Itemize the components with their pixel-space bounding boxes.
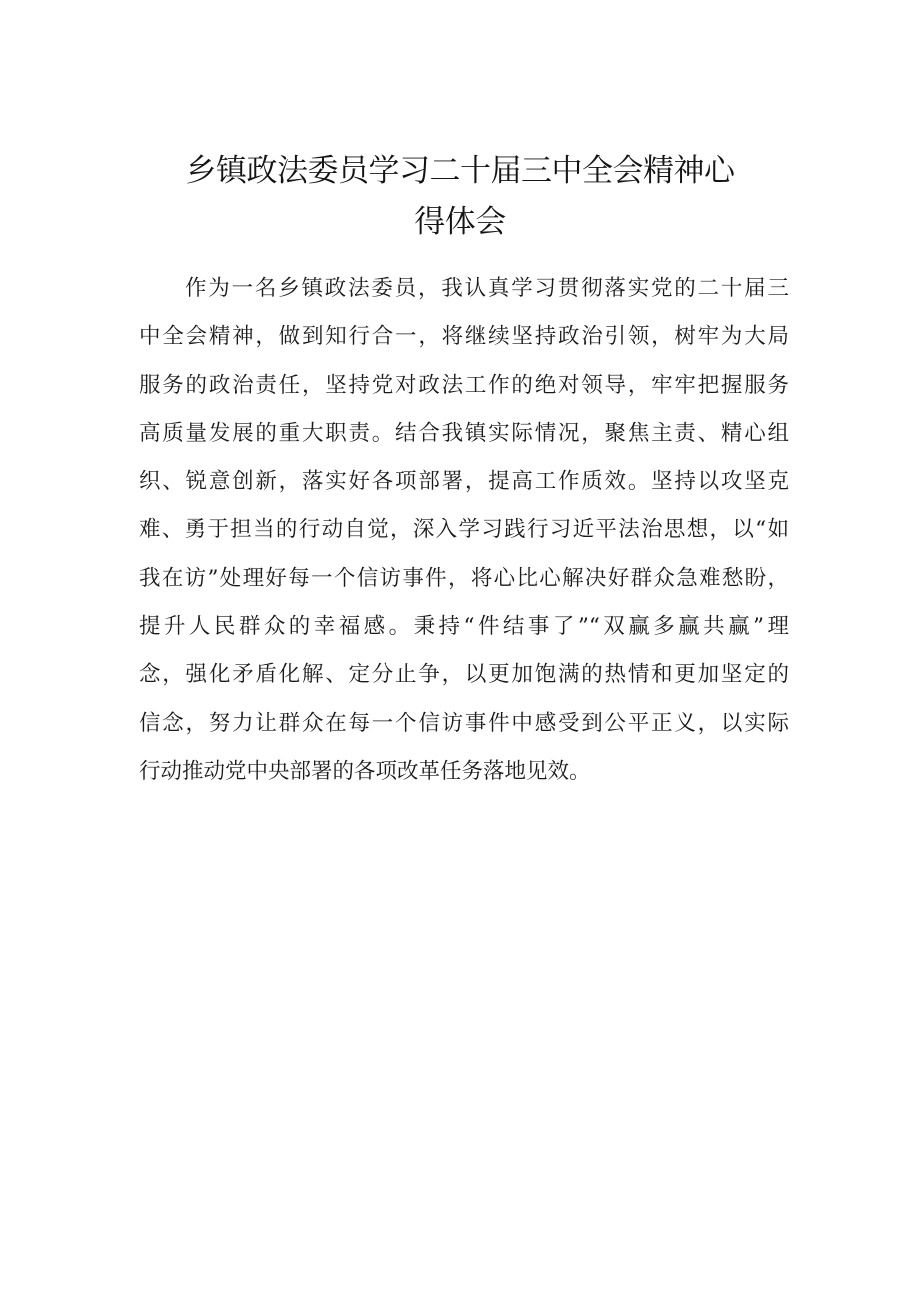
title-line-2: 得体会 [414, 204, 506, 240]
body-line: 织、锐意创新，落实好各项部署，提高工作质效。坚持以攻坚克 [139, 469, 789, 495]
document-title [130, 146, 790, 248]
body-line: 行动推动党中央部署的各项改革任务落地见效。 [139, 758, 591, 784]
body-paragraph [139, 265, 789, 796]
body-line: 中全会精神，做到知行合一，将继续坚持政治引领，树牢为大局 [139, 324, 789, 350]
title-line-1: 乡镇政法委员学习二十届三中全会精神心 [185, 153, 735, 189]
body-line: 作为一名乡镇政法委员，我认真学习贯彻落实党的二十届三 [185, 276, 789, 301]
body-line: 我在访”处理好每一个信访事件，将心比心解决好群众急难愁盼， [139, 565, 789, 591]
body-line: 服务的政治责任，坚持党对政法工作的绝对领导，牢牢把握服务 [139, 372, 789, 398]
body-line: 念，强化矛盾化解、定分止争，以更加饱满的热情和更加坚定的 [139, 662, 789, 688]
body-line: 提升人民群众的幸福感。秉持“件结事了”“双赢多赢共赢”理 [139, 614, 789, 640]
body-line: 难、勇于担当的行动自觉，深入学习践行习近平法治思想，以“如 [139, 517, 789, 543]
body-line: 高质量发展的重大职责。结合我镇实际情况，聚焦主责、精心组 [139, 420, 789, 446]
body-line: 信念，努力让群众在每一个信访事件中感受到公平正义，以实际 [139, 710, 789, 736]
